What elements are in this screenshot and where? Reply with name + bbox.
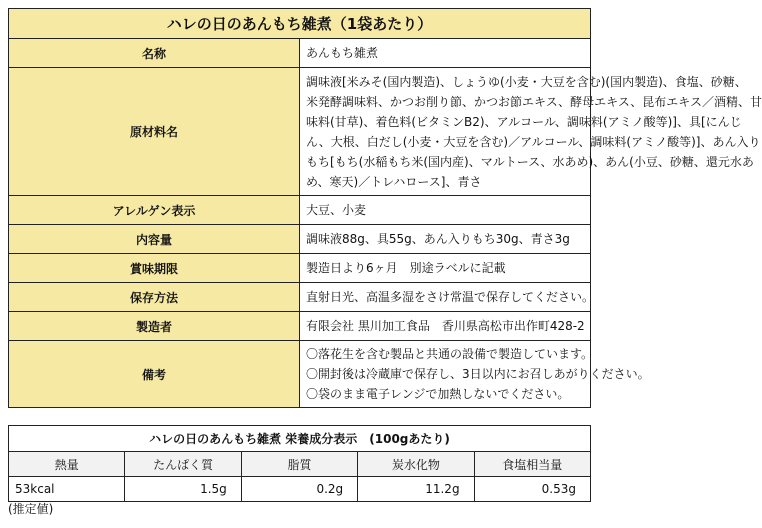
label-value-contents [300, 225, 591, 254]
label-row-allergen [9, 196, 591, 225]
label-value-line: 直射日光、高温多湿をさけ常温で保存してください。 [306, 290, 595, 304]
nutrition-value-protein: 1.5g [125, 477, 241, 502]
label-title: ハレの日のあんもち雑煮（1袋あたり） [9, 9, 591, 39]
label-value-line: 調味液[米みそ(国内製造)、しょうゆ(小麦・大豆を含む)(国内製造)、食塩、砂糖、 [306, 74, 747, 89]
label-value-line: 有限会社 黒川加工食品 香川県高松市出作町428-2 [306, 319, 585, 333]
label-value-line: 製造日より6ヶ月 別途ラベルに記載 [306, 261, 506, 275]
label-value-line: 〇開封後は冷蔵庫で保存し、3日以内にお召しあがりください。 [306, 367, 650, 381]
label-value-best-before [300, 254, 591, 283]
label-value-line: 〇落花生を含む製品と共通の設備で製造しています。 [306, 347, 594, 361]
nutrition-title: ハレの日のあんもち雑煮 栄養成分表示 (100gあたり) [9, 426, 591, 452]
nutrition-header-row [9, 452, 591, 477]
nutrition-header-protein: たんぱく質 [125, 452, 241, 477]
label-value-line: 大豆、小麦 [306, 203, 367, 217]
label-key-manufacturer: 製造者 [9, 312, 300, 341]
label-title-row [9, 9, 591, 39]
nutrition-table [8, 425, 591, 502]
label-key-name: 名称 [9, 39, 300, 68]
label-value-line: 〇袋のまま電子レンジで加熱しないでください。 [306, 387, 570, 401]
label-row-storage [9, 283, 591, 312]
label-value-line: 味料(甘草)、着色料(ビタミンB2)、アルコール、調味料(アミノ酸等)]、具[にんじ [306, 114, 742, 129]
label-value-manufacturer [300, 312, 591, 341]
label-value-notes [300, 341, 650, 408]
label-row-manufacturer [9, 312, 591, 341]
label-value-line: あんもち雑煮 [306, 46, 379, 60]
label-row-best-before [9, 254, 591, 283]
label-value-line: もち[もち(水稲もち米(国内産)、マルトース、水あめ)、あん(小豆、砂糖、還元水あ [306, 154, 754, 169]
label-key-contents: 内容量 [9, 225, 300, 254]
label-value-allergen [300, 196, 591, 225]
label-key-allergen: アレルゲン表示 [9, 196, 300, 225]
label-value-storage [300, 283, 595, 312]
label-key-notes: 備考 [9, 341, 300, 408]
nutrition-header-salt: 食塩相当量 [474, 452, 590, 477]
nutrition-value-carbohydrate: 11.2g [358, 477, 474, 502]
nutrition-value-fat: 0.2g [241, 477, 357, 502]
label-value-line: 米発酵調味料、かつお削り節、かつお節エキス、酵母エキス、昆布エキス／酒精、甘 [306, 94, 762, 109]
label-value-line: ん、大根、白だし(小麦・大豆を含む)／アルコール、調味料(アミノ酸等)]、あん入り [306, 134, 761, 149]
nutrition-header-carbohydrate: 炭水化物 [358, 452, 474, 477]
nutrition-value-energy: 53kcal [9, 477, 125, 502]
label-key-ingredients: 原材料名 [9, 68, 300, 196]
nutrition-header-energy: 熱量 [9, 452, 125, 477]
label-key-storage: 保存方法 [9, 283, 300, 312]
nutrition-value-salt: 0.53g [474, 477, 590, 502]
label-value-line: 調味液88g、具55g、あん入りもち30g、青さ3g [306, 232, 570, 246]
label-value-name [300, 39, 591, 68]
product-label-table [8, 8, 762, 408]
nutrition-value-row [9, 477, 591, 502]
label-row-name [9, 39, 591, 68]
label-key-best-before: 賞味期限 [9, 254, 300, 283]
label-value-ingredients [300, 68, 762, 196]
nutrition-header-fat: 脂質 [241, 452, 357, 477]
nutrition-title-row [9, 426, 591, 452]
label-row-contents [9, 225, 591, 254]
label-row-ingredients [9, 68, 591, 196]
estimated-value-note: (推定値) [8, 502, 54, 516]
label-value-line: め、寒天)／トレハロース]、青さ [306, 174, 482, 189]
label-row-notes [9, 341, 591, 408]
